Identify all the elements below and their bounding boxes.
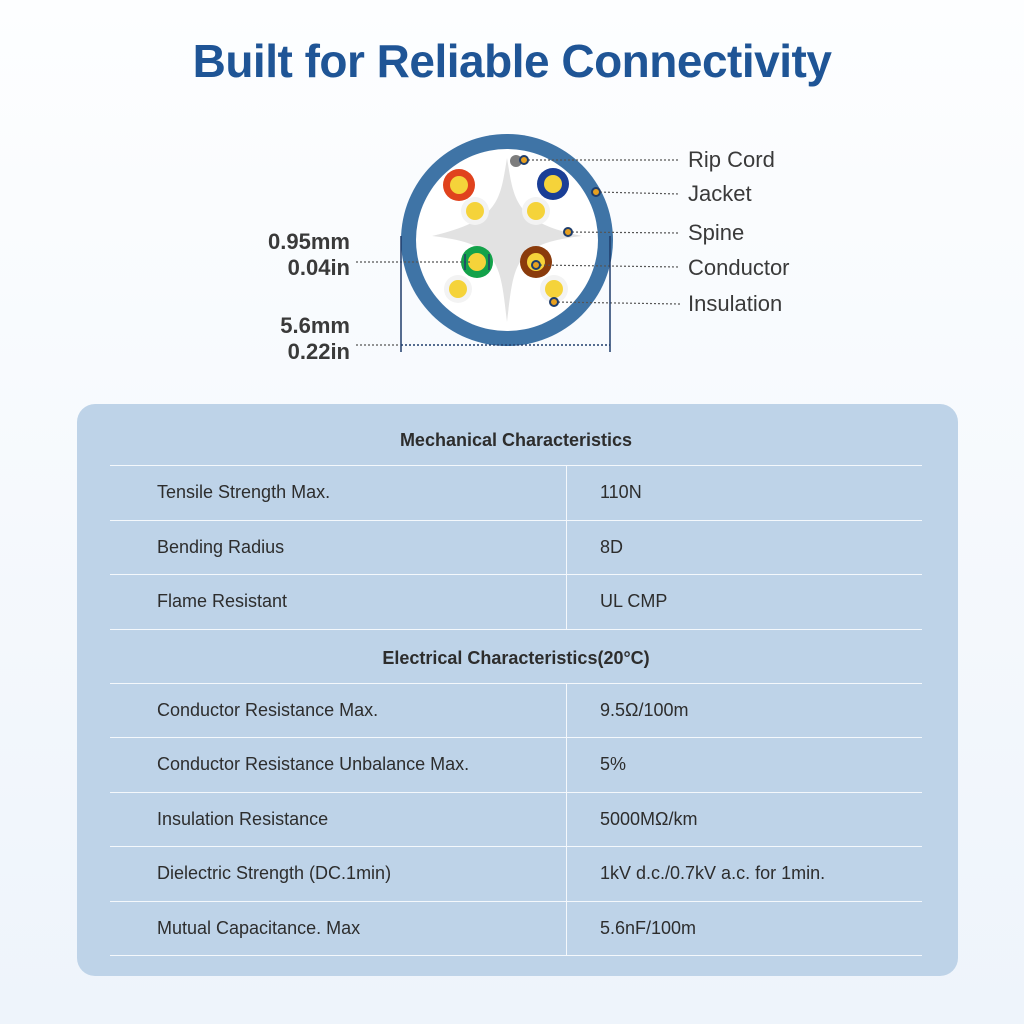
table-row bbox=[110, 684, 922, 739]
pair-orange-conductor bbox=[450, 176, 468, 194]
pair-green-conductor bbox=[468, 253, 486, 271]
spec-value: UL CMP bbox=[600, 591, 668, 611]
spec-value: 110N bbox=[600, 482, 642, 502]
spec-name: Mutual Capacitance. Max bbox=[110, 902, 567, 956]
section-heading-mechanical: Mechanical Characteristics bbox=[110, 415, 922, 466]
cable-diameter-in: 0.22in bbox=[287, 339, 350, 364]
callout-conductor: Conductor bbox=[688, 255, 790, 280]
spec-name: Dielectric Strength (DC.1min) bbox=[110, 847, 567, 901]
callout-jacket: Jacket bbox=[688, 181, 752, 206]
table-row bbox=[110, 575, 922, 630]
spec-value: 5% bbox=[600, 754, 627, 774]
table-row bbox=[110, 466, 922, 521]
spec-value: 1kV d.c./0.7kV a.c. for 1min. bbox=[600, 863, 826, 883]
table-row bbox=[110, 521, 922, 576]
conductor-diameter-label bbox=[230, 229, 350, 281]
conductor-diameter-mm: 0.95mm bbox=[268, 229, 350, 254]
table-row bbox=[110, 847, 922, 902]
spec-value: 8D bbox=[600, 536, 624, 557]
spec-table bbox=[110, 415, 922, 956]
cable-diameter-mm: 5.6mm bbox=[280, 313, 350, 338]
spec-name: Tensile Strength Max. bbox=[110, 466, 567, 520]
callout-rip-cord: Rip Cord bbox=[688, 147, 775, 172]
spec-name: Flame Resistant bbox=[110, 575, 567, 629]
conductor-diameter-in: 0.04in bbox=[287, 255, 350, 280]
callout-insulation: Insulation bbox=[688, 291, 783, 316]
cable-cross-section-diagram bbox=[0, 0, 1024, 400]
spec-value: 5.6nF/100m bbox=[600, 917, 697, 938]
table-row bbox=[110, 738, 922, 793]
spec-name: Bending Radius bbox=[110, 521, 567, 575]
spec-name: Insulation Resistance bbox=[110, 793, 567, 847]
cable-diameter-label bbox=[230, 313, 350, 365]
spec-name: Conductor Resistance Max. bbox=[110, 684, 567, 738]
table-row bbox=[110, 793, 922, 848]
page-title: Built for Reliable Connectivity bbox=[192, 35, 832, 87]
spec-name: Conductor Resistance Unbalance Max. bbox=[110, 738, 567, 792]
pair-blue-conductor bbox=[544, 175, 562, 193]
leader-jacket bbox=[596, 192, 680, 194]
spec-value: 5000MΩ/km bbox=[600, 808, 698, 829]
table-row bbox=[110, 902, 922, 957]
callout-spine: Spine bbox=[688, 220, 745, 245]
spec-value: 9.5Ω/100m bbox=[600, 699, 689, 720]
section-heading-electrical: Electrical Characteristics(20°C) bbox=[110, 630, 922, 684]
